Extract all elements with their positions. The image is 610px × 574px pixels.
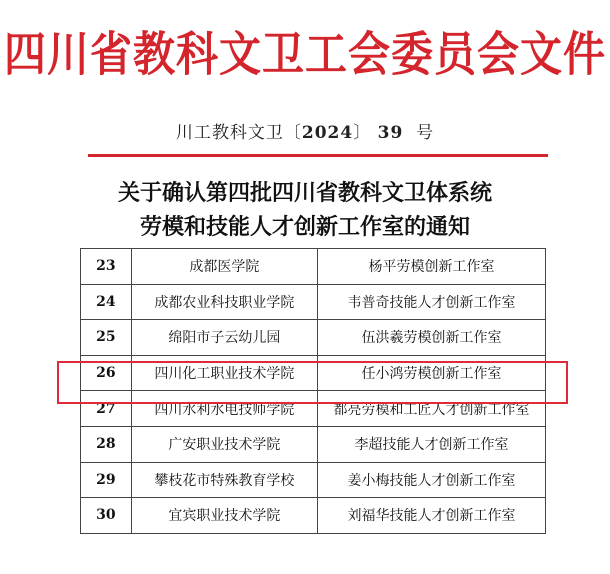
doc-number-year: 2024	[301, 123, 354, 143]
highlight-box	[57, 361, 568, 404]
doc-number-unit: 号	[416, 123, 435, 143]
studio-name: 刘福华技能人才创新工作室	[318, 498, 546, 534]
school-name: 四川化工职业技术学院	[131, 355, 317, 391]
school-name: 广安职业技术学院	[131, 426, 317, 462]
table-row	[81, 320, 546, 356]
table-row	[81, 426, 546, 462]
school-name: 绵阳市子云幼儿园	[131, 320, 317, 356]
doc-number-no: 39	[377, 123, 404, 143]
doc-number	[0, 118, 610, 143]
studio-name: 姜小梅技能人才创新工作室	[318, 462, 546, 498]
row-number: 25	[81, 320, 132, 356]
studio-name: 任小鸿劳模创新工作室	[318, 355, 546, 391]
school-name: 成都农业科技职业学院	[131, 284, 317, 320]
table-row	[81, 249, 546, 285]
row-number: 26	[81, 355, 132, 391]
school-name: 四川水利水电技师学院	[131, 391, 317, 427]
row-number: 30	[81, 498, 132, 534]
table-row	[81, 498, 546, 534]
notice-title	[0, 176, 610, 244]
table-row	[81, 284, 546, 320]
notice-title-line1: 关于确认第四批四川省教科文卫体系统	[117, 180, 492, 206]
studio-name: 李超技能人才创新工作室	[318, 426, 546, 462]
row-number: 27	[81, 391, 132, 427]
studio-name: 都亮劳模和工匠人才创新工作室	[318, 391, 546, 427]
red-divider	[88, 154, 548, 157]
row-number: 28	[81, 426, 132, 462]
studio-name: 杨平劳模创新工作室	[318, 249, 546, 285]
school-name: 攀枝花市特殊教育学校	[131, 462, 317, 498]
studio-name: 伍洪羲劳模创新工作室	[318, 320, 546, 356]
doc-number-suffix: 〕	[353, 123, 372, 143]
school-name: 成都医学院	[131, 249, 317, 285]
row-number: 29	[81, 462, 132, 498]
studio-name: 韦普奇技能人才创新工作室	[318, 284, 546, 320]
table-row	[81, 462, 546, 498]
doc-number-prefix: 川工教科文卫〔	[175, 123, 302, 143]
notice-title-line2: 劳模和技能人才创新工作室的通知	[139, 214, 470, 240]
org-title: 四川省教科文卫工会委员会文件	[3, 26, 606, 82]
row-number: 23	[81, 249, 132, 285]
school-name: 宜宾职业技术学院	[131, 498, 317, 534]
row-number: 24	[81, 284, 132, 320]
